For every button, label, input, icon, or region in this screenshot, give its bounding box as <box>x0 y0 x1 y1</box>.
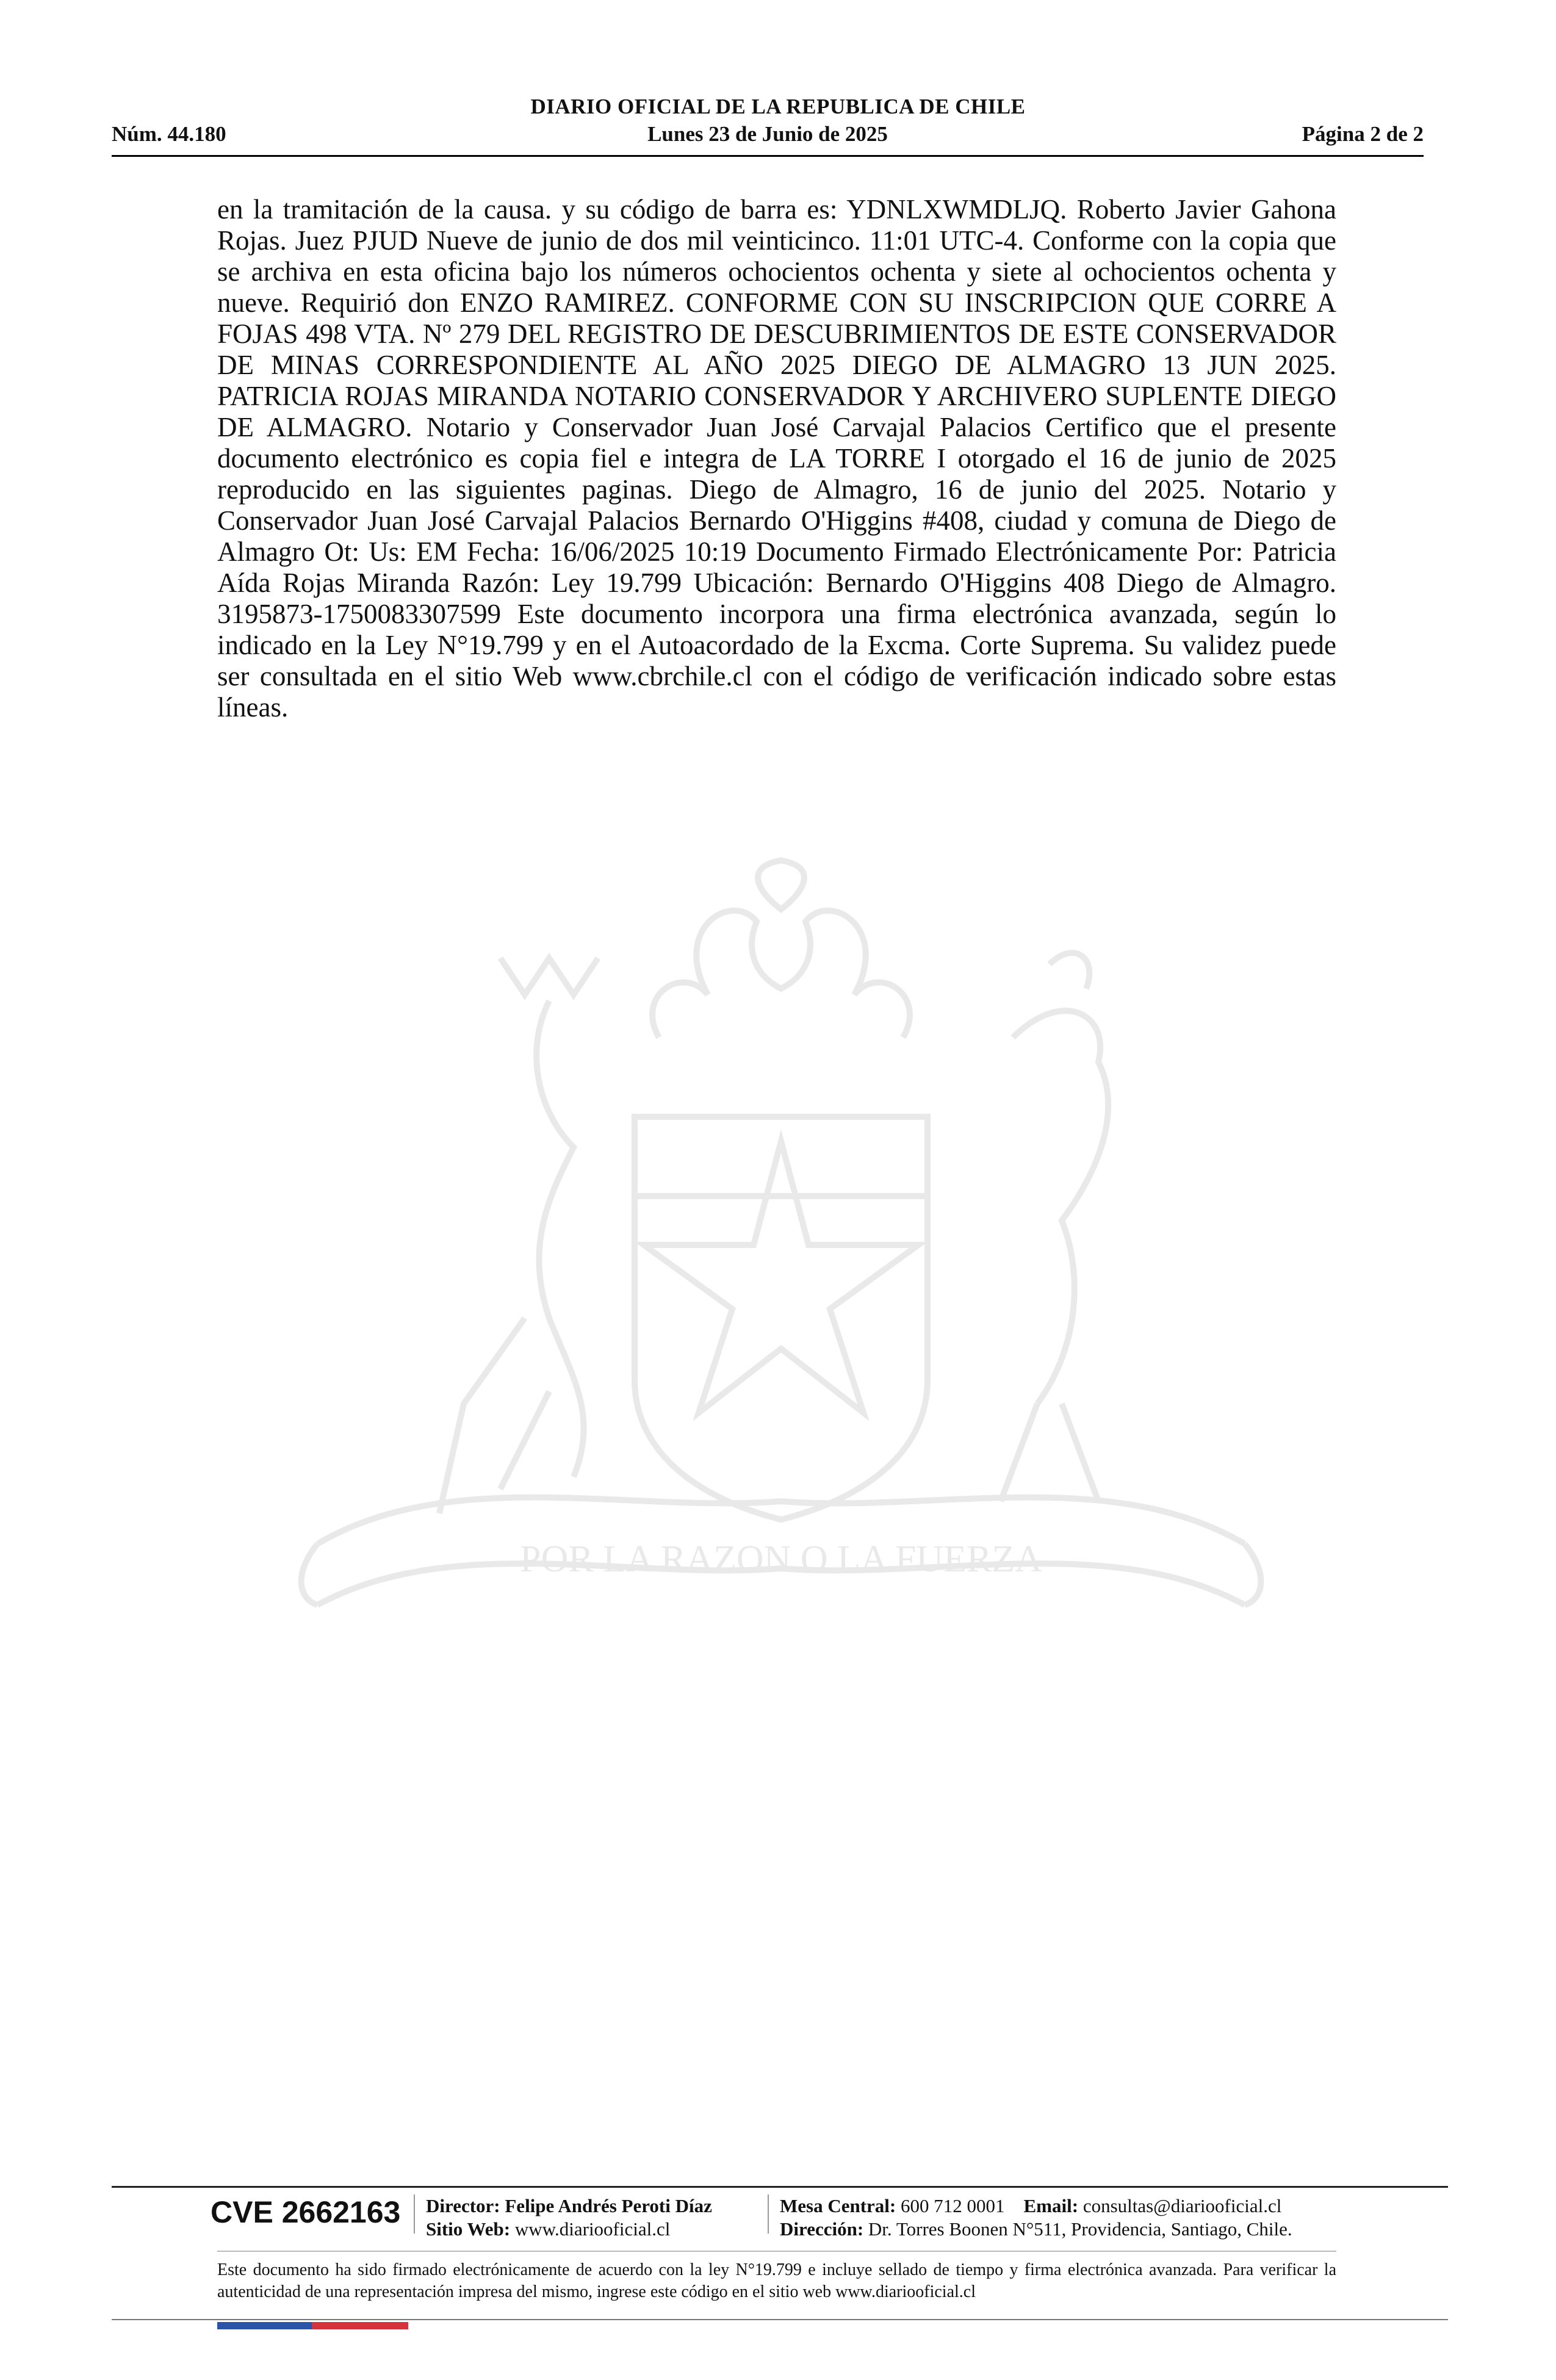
footer-divider-mid <box>217 2251 1336 2252</box>
document-body: en la tramitación de la causa. y su código de barra es: YDNLXWMDLJQ. Roberto Javier Gahona Rojas. Juez PJUD Nueve de junio de dos mil veinticinco. 11:01 UTC-4. Conforme con la copia que se archiva en esta oficina bajo los números ochocientos ochenta y siete al ochocientos ochenta y nueve. Requirió don ENZO RAMIREZ. CONFORME CON SU INSCRIPCION QUE CORRE A FOJAS 498 VTA. Nº 279 DEL REGISTRO DE DESCUBRIMIENTOS DE ESTE CONSERVADOR DE MINAS CORRESPONDIENTE AL AÑO 2025 DIEGO DE ALMAGRO 13 JUN 2025. PATRICIA ROJAS MIRANDA NOTARIO CONSERVADOR Y ARCHIVERO SUPLENTE DIEGO DE ALMAGRO. Notario y Conservador Juan José Carvajal Palacios Certifico que el presente documento electrónico es copia fiel e integra de LA TORRE I otorgado el 16 de junio de 2025 reproducido en las siguientes paginas. Diego de Almagro, 16 de junio del 2025. Notario y Conservador Juan José Carvajal Palacios Bernardo O'Higgins #408, ciudad y comuna de Diego de Almagro Ot: Us: EM Fecha: 16/06/2025 10:19 Documento Firmado Electrónicamente Por: Patricia Aída Rojas Miranda Razón: Ley 19.799 Ubicación: Bernardo O'Higgins 408 Diego de Almagro. 3195873-1750083307599 Este documento incorpora una firma electrónica avanzada, según lo indicado en la Ley N°19.799 y en el Autoacordado de la Excma. Corte Suprema. Su validez puede ser consultada en el sitio Web www.cbrchile.cl con el código de verificación indicado sobre estas líneas. <box>217 194 1336 723</box>
footer-director-block <box>426 2194 712 2241</box>
footer-legal-notice: Este documento ha sido firmado electrónicamente de acuerdo con la ley N°19.799 e incluye sellado de tiempo y firma electrónica avanzada. Para verificar la autenticidad de una representación impresa del mismo, ingrese este código en el sitio web www.diariooficial.cl <box>217 2260 1336 2301</box>
footer-contact-block <box>780 2194 1292 2241</box>
header-divider <box>112 155 1424 157</box>
address-label: Dirección: <box>780 2218 864 2240</box>
director-name: Felipe Andrés Peroti Díaz <box>505 2195 712 2216</box>
address-value: Dr. Torres Boonen N°511, Providencia, Santiago, Chile. <box>868 2218 1292 2240</box>
footer-separator <box>768 2194 769 2234</box>
website-label: Sitio Web: <box>426 2218 511 2240</box>
email-label: Email: <box>1023 2195 1079 2216</box>
footer-divider-top <box>112 2186 1448 2188</box>
issue-number: Núm. 44.180 <box>112 122 226 146</box>
director-label: Director: <box>426 2195 500 2216</box>
header-row <box>112 122 1424 151</box>
footer-divider-bottom <box>112 2319 1448 2320</box>
cve-code: CVE 2662163 <box>211 2195 401 2229</box>
coat-of-arms-of-chile-icon <box>207 854 1355 1672</box>
website-link[interactable]: www.diariooficial.cl <box>514 2218 671 2240</box>
footer-separator <box>414 2194 415 2234</box>
phone-label: Mesa Central: <box>780 2195 896 2216</box>
publication-title: DIARIO OFICIAL DE LA REPUBLICA DE CHILE <box>530 95 1026 118</box>
flag-stripe-blue <box>217 2322 312 2329</box>
email-link[interactable]: consultas@diariooficial.cl <box>1082 2195 1282 2216</box>
coat-of-arms-motto: POR LA RAZON O LA FUERZA <box>519 1538 1043 1580</box>
phone-number: 600 712 0001 <box>901 2195 1005 2216</box>
issue-date: Lunes 23 de Junio de 2025 <box>647 122 888 146</box>
flag-stripe-red <box>312 2322 408 2329</box>
page-number: Página 2 de 2 <box>1302 122 1424 146</box>
